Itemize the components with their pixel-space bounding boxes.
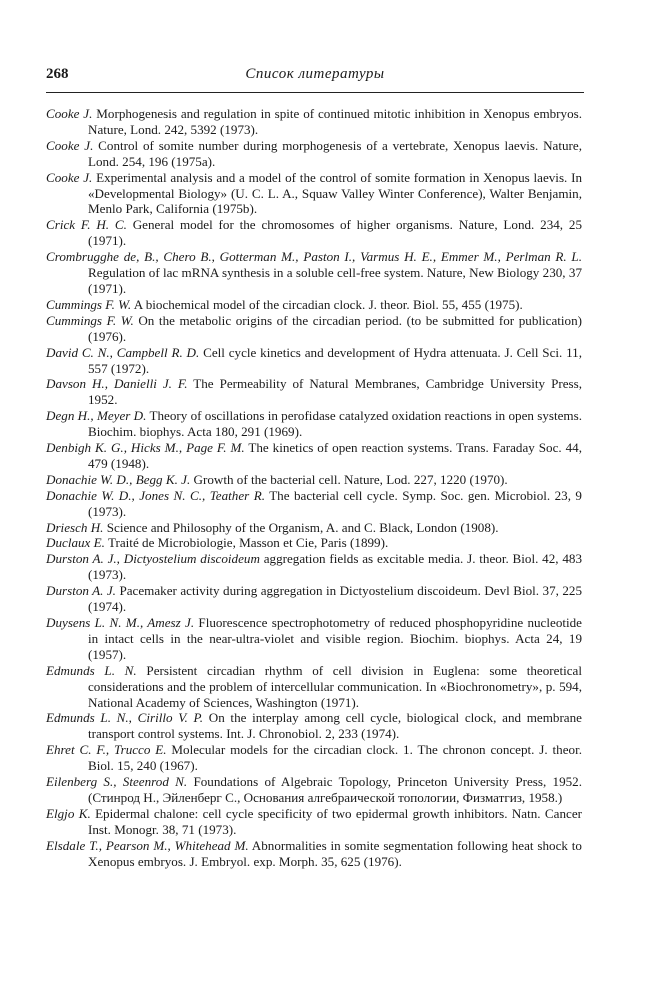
entry-text: Persistent circadian rhythm of cell division in Euglena: some theoretical considerations and the problem of intercellular communication. In «Biochronometry», p. 594, National Academy of Sciences, Washington (1971). [88,662,582,710]
entry-authors: Ehret C. F., Trucco E. [46,742,167,758]
entry-authors: Cummings F. W. [46,296,132,312]
bibliography-list [46,106,582,870]
entry-authors: Cooke J. [46,137,94,153]
entry-authors: Edmunds L. N. [46,662,137,678]
entry-authors: Durston A. J., Dictyostelium discoideum [46,551,260,567]
bibliography-entry [46,551,582,583]
bibliography-entry [46,106,582,138]
bibliography-entry [46,806,582,838]
entry-text: Abnormalities in somite segmentation following heat shock to Xenopus embryos. J. Embryol. exp. Morph. 35, 625 (1976). [88,837,582,869]
bibliography-entry [46,774,582,806]
entry-authors: Cummings F. W. [46,312,134,328]
bibliography-entry [46,710,582,742]
entry-text: Fluorescence spectrophotometry of reduced phosphopyridine nucleotide in intact cells in the near-ultra-violet and visible region. Biochim. biophys. Acta 24, 19 (1957). [88,615,582,662]
running-title: Список литературы [245,66,385,82]
entry-authors: Edmunds L. N., Cirillo V. P. [46,710,204,726]
entry-text: Science and Philosophy of the Organism, A. and C. Black, London (1908). [106,519,499,535]
entry-authors: Eilenberg S., Steenrod N. [46,774,188,790]
bibliography-entry [46,742,582,774]
bibliography-entry [46,583,582,615]
entry-text: Regulation of lac mRNA synthesis in a soluble cell-free system. Nature, New Biology 230, 37 (1971). [88,265,582,296]
bibliography-entry [46,535,582,551]
entry-text: The Permeability of Natural Membranes, Cambridge University Press, 1952. [88,376,582,408]
bibliography-entry [46,408,582,440]
entry-text: Pacemaker activity during aggregation in Dictyostelium discoideum. Devl Biol. 37, 225 (1974). [88,583,583,615]
entry-authors: Denbigh K. G., Hicks M., Page F. M. [46,440,245,456]
entry-text: Theory of oscillations in perofidase catalyzed oxidation reactions in open systems. Biochim. biophys. Acta 180, 291 (1969). [88,408,582,440]
entry-authors: Cooke J. [46,169,93,185]
entry-text: Control of somite number during morphogenesis of a vertebrate, Xenopus laevis. Nature, Lond. 254, 196 (1975a). [88,137,582,169]
page-header [46,66,584,88]
bibliography-entry [46,488,582,520]
entry-authors: Duysens L. N. M., Amesz J. [46,615,195,630]
entry-authors: David C. N., Campbell R. D. [46,344,200,360]
bibliography-entry [46,170,582,218]
entry-text: On the interplay among cell cycle, biological clock, and membrane transport control systems. Int. J. Chronobiol. 2, 233 (1974). [88,710,582,742]
entry-text: General model for the chromosomes of higher organisms. Nature, Lond. 234, 25 (1971). [88,217,582,249]
bibliography-entry [46,663,582,711]
entry-authors: Driesch H. [46,519,104,535]
bibliography-entry [46,838,582,870]
bibliography-entry [46,615,582,663]
entry-authors: Elsdale T., Pearson M., Whitehead M. [46,837,249,853]
entry-authors: Davson H., Danielli J. F. [46,376,188,392]
bibliography-entry [46,249,582,297]
entry-authors: Donachie W. D., Begg K. J. [46,471,191,487]
entry-text: Cell cycle kinetics and development of Hydra attenuata. J. Cell Sci. 11, 557 (1972). [88,344,582,376]
bibliography-entry [46,440,582,472]
entry-text: aggregation fields as excitable media. J. theor. Biol. 42, 483 (1973). [88,551,582,583]
entry-text: On the metabolic origins of the circadian period. (to be submitted for publication) (1976). [88,312,582,344]
bibliography-entry [46,472,582,488]
bibliography-entry [46,138,582,170]
bibliography-entry [46,376,582,408]
entry-authors: Degn H., Meyer D. [46,408,147,424]
entry-text: Growth of the bacterial cell. Nature, Lod. 227, 1220 (1970). [193,471,508,487]
bibliography-entry [46,297,582,313]
entry-authors: Durston A. J. [46,583,116,599]
header-rule [46,92,584,93]
entry-text: Foundations of Algebraic Topology, Princeton University Press, 1952. (Стинрод Н., Эйленберг С., Основания алгебраической топологии, Физматгиз, 1958.) [88,774,582,805]
page-number: 268 [46,66,69,82]
entry-authors: Elgjo K. [46,805,91,821]
bibliography-entry [46,217,582,249]
entry-authors: Crombrugghe de, B., Chero B., Gotterman M., Paston I., Varmus H. E., Emmer M., Perlman R. L. [46,249,582,265]
entry-text: The kinetics of open reaction systems. Trans. Faraday Soc. 44, 479 (1948). [88,440,582,471]
entry-text: The bacterial cell cycle. Symp. Soc. gen. Microbiol. 23, 9 (1973). [88,487,582,519]
entry-authors: Crick F. H. C. [46,217,127,233]
entry-text: Molecular models for the circadian clock. 1. The chronon concept. J. theor. Biol. 15, 240 (1967). [88,742,582,774]
entry-authors: Cooke J. [46,106,93,121]
entry-authors: Duclaux E. [46,535,105,551]
entry-text: Traité de Microbiologie, Masson et Cie, Paris (1899). [107,535,389,551]
entry-text: Experimental analysis and a model of the control of somite formation in Xenopus laevis. In «Developmental Biology» (U. C. L. A., Squaw Valley Winter Conference), Walter Benjamin, Menlo Park, California (1975b). [88,169,582,217]
bibliography-entry [46,345,582,377]
bibliography-entry [46,313,582,345]
bibliography-entry [46,520,582,536]
entry-text: Morphogenesis and regulation in spite of continued mitotic inhibition in Xenopus embryos. Nature, Lond. 242, 5392 (1973). [88,106,583,137]
entry-authors: Donachie W. D., Jones N. C., Teather R. [46,487,265,503]
entry-text: Epidermal chalone: cell cycle specificity of two epidermal growth inhibitors. Natn. Cancer Inst. Monogr. 38, 71 (1973). [88,805,582,837]
entry-text: A biochemical model of the circadian clock. J. theor. Biol. 55, 455 (1975). [133,296,523,312]
